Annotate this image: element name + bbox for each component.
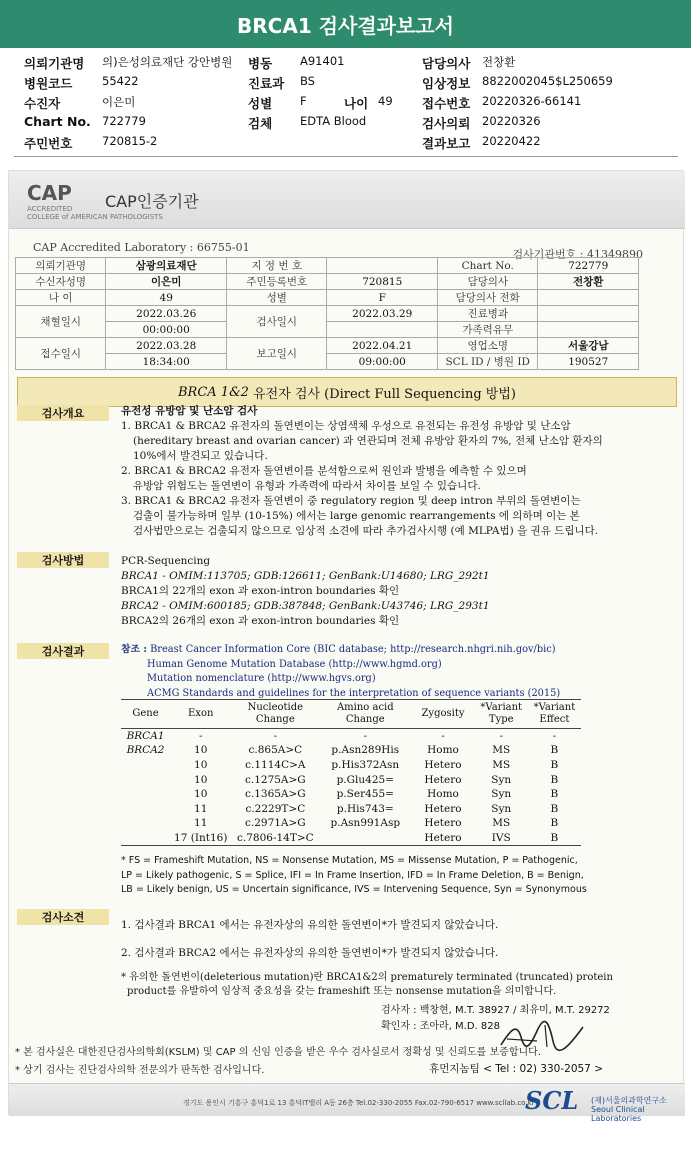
- info-cell: 의뢰기관명: [16, 258, 106, 274]
- code-label: 병원코드: [24, 76, 73, 91]
- info-cell: 담당의사 전화: [438, 290, 538, 306]
- var-header: Exon: [170, 700, 231, 729]
- info-cell: 진료병과: [438, 306, 538, 322]
- info-cell: 720815: [327, 274, 438, 290]
- variant-cell: [121, 787, 170, 802]
- info-cell: 보고일시: [227, 338, 327, 370]
- info-cell: 전창환: [538, 274, 639, 290]
- ref-line: ACMG Standards and guidelines for the interpretation of sequence variants (2015): [147, 687, 561, 699]
- request-value: 20220326: [482, 114, 541, 128]
- variant-cell: 17 (Int16): [170, 831, 231, 846]
- variant-cell: B: [550, 744, 559, 757]
- footnote-line: LB = Likely benign, US = Uncertain significance, IVS = Intervening Sequence, Syn = Synonymous: [121, 884, 587, 895]
- info-cell: [327, 258, 438, 274]
- variant-row: [121, 729, 581, 744]
- dept-label: 진료과: [248, 76, 285, 91]
- variant-row: [121, 758, 581, 773]
- method-line: BRCA1의 22개의 exon 과 exon-intron boundaries 확인: [121, 585, 400, 597]
- scl-name-en: Seoul Clinical Laboratories: [591, 1105, 645, 1123]
- receipt-label: 접수번호: [422, 96, 471, 111]
- info-cell: 수신자성명: [16, 274, 106, 290]
- info-cell: 영업소명: [438, 338, 538, 354]
- variant-cell: 10: [194, 744, 208, 757]
- variant-cell: B: [550, 788, 559, 801]
- age-label: 나이: [344, 96, 369, 111]
- info-cell: Chart No.: [438, 258, 538, 274]
- overview-line: 3. BRCA1 & BRCA2 유전자 돌연변이 중 regulatory region 및 deep intron 부위의 돌연변이는: [121, 495, 581, 507]
- ward-label: 병동: [248, 56, 273, 71]
- footnote-line: LP = Likely pathogenic, S = Splice, IFI = In Frame Insertion, IFD = In Frame Deletion, B = Benign,: [121, 869, 584, 881]
- deleterious-note: [121, 971, 681, 999]
- overview-line: (hereditary breast and ovarian cancer) 과 연관되며 전체 유방암 환자의 7%, 전체 난소암 환자의: [133, 435, 603, 447]
- page-title: BRCA1 검사결과보고서: [0, 0, 691, 48]
- variant-row: [121, 831, 581, 846]
- overview-text: [121, 404, 681, 539]
- method-line: BRCA2 - OMIM:600185; GDB:387848; GenBank:U43746; LRG_293t1: [121, 600, 490, 612]
- info-cell: 지 정 번 호: [227, 258, 327, 274]
- info-cell: 삼광의료재단: [106, 258, 227, 274]
- info-cell: 이은미: [106, 274, 227, 290]
- variant-cell: p.Ser455=: [336, 788, 394, 801]
- variant-cell: -: [363, 730, 368, 743]
- examiner: 검사자 : 백창현, M.T. 38927 / 최유미, M.T. 29272: [381, 1005, 610, 1016]
- info-cell: [538, 306, 639, 322]
- variant-cell: 10: [194, 773, 208, 786]
- clinical-value: 8822002045$L250659: [482, 74, 613, 88]
- opinion-line: 2. 검사결과 BRCA2 에서는 유전자상의 유의한 돌연변이*가 발견되지 않았습니다.: [121, 947, 499, 959]
- info-cell: 00:00:00: [106, 322, 227, 338]
- lab-number: CAP Accredited Laboratory : 66755-01: [33, 241, 250, 254]
- variant-cell: Hetero: [424, 758, 462, 771]
- info-cell: 2022.04.21: [327, 338, 438, 354]
- variant-cell: B: [550, 758, 559, 771]
- rrn-value: 720815-2: [102, 134, 158, 148]
- info-cell: 2022.03.26: [106, 306, 227, 322]
- variant-cell: [319, 831, 411, 846]
- variant-cell: Homo: [427, 744, 459, 757]
- info-cell: [538, 290, 639, 306]
- variant-cell: B: [528, 831, 581, 846]
- variant-cell: Hetero: [411, 831, 474, 846]
- method-line: BRCA1 - OMIM:113705; GDB:126611; GenBank:U14680; LRG_292t1: [121, 570, 490, 582]
- variant-cell: -: [499, 730, 504, 743]
- references: [121, 643, 681, 701]
- opinion-text: [121, 911, 681, 967]
- variant-cell: p.Glu425=: [336, 773, 394, 786]
- info-cell: SCL ID / 병원 ID: [438, 354, 538, 370]
- specimen-value: EDTA Blood: [300, 114, 367, 128]
- report-date-label: 결과보고: [422, 136, 471, 151]
- info-cell: 2022.03.29: [327, 306, 438, 322]
- info-cell: 49: [106, 290, 227, 306]
- variant-cell: B: [550, 773, 559, 786]
- ref-prefix: 참조 :: [121, 644, 147, 655]
- variant-cell: IVS: [475, 831, 528, 846]
- code-value: 55422: [102, 74, 139, 88]
- variant-cell: B: [550, 817, 559, 830]
- ref-line: Human Genome Mutation Database (http://www.hgmd.org): [147, 658, 442, 670]
- overview-heading: 유전성 유방암 및 난소암 검사: [121, 405, 258, 417]
- variant-cell: p.Asn991Asp: [330, 817, 401, 830]
- info-cell: 18:34:00: [106, 354, 227, 370]
- bottom-note-1: * 본 검사실은 대한진단검사의학회(KSLM) 및 CAP 의 신임 인증을 받은 우수 검사실로서 정확성 및 신뢰도를 보증합니다.: [15, 1047, 541, 1058]
- info-table: [15, 257, 639, 370]
- info-cell: 2022.03.28: [106, 338, 227, 354]
- variant-cell: c.2971A>G: [244, 817, 306, 830]
- variant-cell: 10: [194, 758, 208, 771]
- variant-cell: p.His372Asn: [331, 758, 400, 771]
- variant-cell: c.7806-14T>C: [231, 831, 319, 846]
- variant-cell: 11: [194, 817, 208, 830]
- test-title-rest: 유전자 검사 (Direct Full Sequencing 방법): [253, 386, 516, 402]
- method-text: [121, 554, 681, 629]
- overview-line: 10%에서 발견되고 있습니다.: [133, 450, 268, 462]
- variant-cell: Hetero: [424, 802, 462, 815]
- var-header: *Variant Type: [475, 700, 528, 729]
- specimen-label: 검체: [248, 116, 273, 131]
- sex-value: F: [300, 94, 307, 108]
- overview-line: 1. BRCA1 & BRCA2 유전자의 돌연변이는 상염색체 우성으로 유전되는 유전성 유방암 및 난소암: [121, 420, 571, 432]
- overview-label: 검사개요: [17, 405, 109, 421]
- info-cell: 09:00:00: [327, 354, 438, 370]
- info-cell: 나 이: [16, 290, 106, 306]
- request-number: 검사기관번호 : 41349890: [512, 248, 643, 261]
- cap-logo: CAP: [27, 181, 72, 205]
- variant-cell: -: [441, 730, 445, 743]
- variant-row: [121, 743, 581, 758]
- var-header: Zygosity: [411, 700, 474, 729]
- variant-cell: BRCA1: [126, 730, 165, 743]
- footer-address: 경기도 용인시 기흥구 흥덕1로 13 흥덕IT밸리 A동 26층 Tel.02-330-2055 Fax.02-790-6517 www.scllab.co.kr: [183, 1099, 535, 1107]
- cap-accredited: ACCREDITED: [27, 205, 73, 213]
- variant-cell: c.1275A>G: [244, 773, 306, 786]
- method-line: BRCA2의 26개의 exon 과 exon-intron boundaries 확인: [121, 615, 400, 627]
- header-divider: [14, 156, 678, 157]
- info-cell: 서울강남: [538, 338, 639, 354]
- footnote-line: * FS = Frameshift Mutation, NS = Nonsense Mutation, MS = Missense Mutation, P = Pathogenic,: [121, 855, 578, 866]
- test-title-gene: BRCA 1&2: [178, 384, 249, 400]
- ref-line: Breast Cancer Information Core (BIC database; http://research.nhgri.nih.gov/bic): [150, 644, 556, 655]
- variant-cell: -: [552, 730, 557, 743]
- overview-line: 검사법만으로는 검출되지 않으므로 임상적 소견에 따라 추가검사시행 (예 MLPA법) 을 권유 드립니다.: [133, 525, 599, 537]
- bottom-note-2: * 상기 검사는 진단검사의학 전문의가 판독한 검사입니다.: [15, 1065, 265, 1076]
- ref-line: Mutation nomenclature (http://www.hgvs.org): [147, 673, 376, 684]
- info-cell: 가족력유무: [438, 322, 538, 338]
- variant-cell: MS: [492, 744, 511, 757]
- abbreviation-footnote: [121, 854, 681, 898]
- variant-cell: c.1365A>G: [244, 788, 306, 801]
- info-cell: 담당의사: [438, 274, 538, 290]
- variant-cell: Syn: [491, 802, 512, 815]
- scl-logo: SCL: [525, 1086, 579, 1115]
- age-value: 49: [378, 94, 393, 108]
- variant-row: [121, 801, 581, 816]
- report-footer: [9, 1083, 685, 1123]
- patient-header: [24, 54, 684, 154]
- dept-value: BS: [300, 74, 315, 88]
- confirmer: 확인자 : 조아라, M.D. 828: [381, 1021, 500, 1032]
- cap-college: COLLEGE of AMERICAN PATHOLOGISTS: [27, 213, 163, 221]
- variant-row: [121, 787, 581, 802]
- cap-banner: [9, 171, 685, 229]
- report-date-value: 20220422: [482, 134, 541, 148]
- note-line: product를 유발하여 임상적 중요성을 갖는 frameshift 또는 nonsense mutation을 의미합니다.: [127, 986, 557, 997]
- info-cell: 성별: [227, 290, 327, 306]
- variant-cell: Hetero: [424, 817, 462, 830]
- info-cell: [327, 322, 438, 338]
- variant-cell: Homo: [427, 788, 459, 801]
- result-label: 검사결과: [17, 643, 109, 659]
- info-cell: 채혈일시: [16, 306, 106, 338]
- variant-row: [121, 816, 581, 831]
- variant-cell: [121, 831, 170, 846]
- rrn-label: 주민번호: [24, 136, 73, 151]
- receipt-value: 20220326-66141: [482, 94, 582, 108]
- variant-cell: p.His743=: [336, 802, 394, 815]
- patient-label: 수진자: [24, 96, 61, 111]
- variant-table: [121, 699, 581, 846]
- variant-cell: [121, 816, 170, 831]
- sex-label: 성별: [248, 96, 273, 111]
- variant-cell: c.865A>C: [248, 744, 303, 757]
- request-label: 검사의뢰: [422, 116, 471, 131]
- opinion-line: 1. 검사결과 BRCA1 에서는 유전자상의 유의한 돌연변이*가 발견되지 않았습니다.: [121, 919, 499, 931]
- variant-cell: c.1114C>A: [245, 758, 306, 771]
- chart-label: Chart No.: [24, 114, 91, 129]
- test-title: [17, 377, 677, 407]
- scl-name-kr: (재)서울의과학연구소: [591, 1096, 667, 1105]
- variant-cell: 11: [194, 802, 208, 815]
- variant-cell: c.2229T>C: [245, 802, 306, 815]
- patient-value: 이은미: [102, 95, 136, 109]
- note-line: * 유의한 돌연변이(deleterious mutation)란 BRCA1&2의 prematurely terminated (truncated) protein: [121, 972, 613, 983]
- variant-cell: MS: [492, 817, 511, 830]
- contact: 휴먼지놈팀 < Tel : 02) 330-2057 >: [429, 1063, 603, 1075]
- info-cell: 190527: [538, 354, 639, 370]
- variant-cell: BRCA2: [126, 744, 165, 757]
- clinical-label: 임상정보: [422, 76, 471, 91]
- variant-cell: [121, 801, 170, 816]
- variant-cell: B: [550, 802, 559, 815]
- info-cell: 검사일시: [227, 306, 327, 338]
- report-scan: [8, 170, 684, 1123]
- info-cell: [538, 322, 639, 338]
- doctor-label: 담당의사: [422, 56, 471, 71]
- var-header: Nucleotide Change: [231, 700, 319, 729]
- var-header: Amino acid Change: [319, 700, 411, 729]
- doctor-value: 전창환: [482, 55, 516, 69]
- var-header: *Variant Effect: [528, 700, 581, 729]
- variant-cell: -: [198, 730, 203, 743]
- variant-cell: 10: [194, 788, 208, 801]
- chart-value: 722779: [102, 114, 146, 128]
- variant-cell: [121, 772, 170, 787]
- var-header: Gene: [121, 700, 170, 729]
- info-cell: 주민등록번호: [227, 274, 327, 290]
- opinion-label: 검사소견: [17, 909, 109, 925]
- variant-cell: MS: [492, 758, 511, 771]
- scl-name: [591, 1096, 685, 1123]
- variant-row: [121, 772, 581, 787]
- method-line: PCR-Sequencing: [121, 555, 211, 567]
- variant-cell: Syn: [491, 788, 512, 801]
- info-cell: F: [327, 290, 438, 306]
- variant-cell: [121, 758, 170, 773]
- overview-line: 검출이 불가능하며 일부 (10-15%) 에서는 large genomic rearrangements 에 의하며 이는 본: [133, 510, 580, 522]
- info-cell: 접수일시: [16, 338, 106, 370]
- hospital-value: 의)은성의료재단 강안병원: [102, 55, 233, 69]
- variant-cell: Syn: [491, 773, 512, 786]
- variant-cell: -: [273, 730, 278, 743]
- hospital-label: 의뢰기관명: [24, 56, 85, 71]
- variant-cell: Hetero: [424, 773, 462, 786]
- method-label: 검사방법: [17, 552, 109, 568]
- info-cell: 722779: [538, 258, 639, 274]
- overview-line: 2. BRCA1 & BRCA2 유전자 돌연변이를 분석함으로써 원인과 발병을 예측할 수 있으며: [121, 465, 527, 477]
- overview-line: 유방암 위험도는 돌연변이 유형과 가족력에 따라서 차이를 보일 수 있습니다.: [133, 480, 481, 492]
- ward-value: A91401: [300, 54, 345, 68]
- cap-title: CAP인증기관: [105, 192, 199, 211]
- variant-cell: p.Asn289His: [331, 744, 400, 757]
